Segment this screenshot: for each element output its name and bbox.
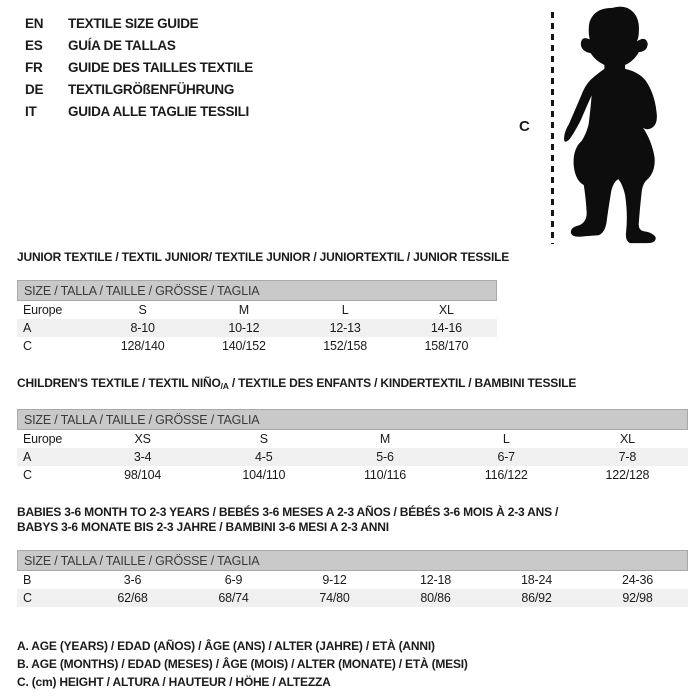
section-title-babies-line1: BABIES 3-6 MONTH TO 2-3 YEARS / BEBÉS 3-6 MESES A 2-3 AÑOS / BÉBÉS 3-6 MOIS À 2-3 ANS /: [17, 505, 559, 519]
section-title-children: [17, 376, 688, 394]
section-babies: [17, 505, 688, 607]
title-text: CHILDREN'S TEXTILE / TEXTIL NIÑO: [17, 376, 221, 390]
table-cell: 116/122: [484, 468, 528, 482]
section-title-junior: JUNIOR TEXTILE / TEXTIL JUNIOR/ TEXTILE JUNIOR / JUNIORTEXTIL / JUNIOR TESSILE: [17, 250, 510, 264]
table-row-height: [17, 466, 688, 484]
size-table-children: [17, 409, 688, 484]
language-code: FR: [25, 60, 43, 75]
footnote-b: B. AGE (MONTHS) / EDAD (MESES) / ÂGE (MOIS) / ALTER (MONATE) / ETÀ (MESI): [17, 657, 468, 671]
language-label: GUIDA ALLE TAGLIE TESSILI: [68, 104, 249, 119]
table-cell: 24-36: [622, 573, 653, 587]
table-cell: 7-8: [618, 450, 637, 464]
row-label: A: [23, 321, 32, 335]
table-row-height: [17, 337, 497, 355]
title-text: / TEXTILE DES ENFANTS / KINDERTEXTIL / BAMBINI TESSILE: [228, 376, 577, 390]
table-cell: 68/74: [218, 591, 249, 605]
table-cell: 18-24: [521, 573, 552, 587]
language-code: DE: [25, 82, 44, 97]
table-cell: XL: [619, 432, 635, 446]
section-junior: [17, 250, 688, 355]
table-cell: 4-5: [255, 450, 273, 464]
table-cell: 12-18: [420, 573, 451, 587]
table-cell: 110/116: [364, 468, 406, 482]
footnotes: [17, 637, 688, 691]
language-label: TEXTILGRÖßENFÜHRUNG: [68, 82, 235, 97]
table-cell: XS: [134, 432, 151, 446]
table-cell: 6-9: [224, 573, 243, 587]
row-label: C: [23, 339, 32, 353]
language-code: ES: [25, 38, 43, 53]
row-label: A: [23, 450, 32, 464]
size-header-bar: SIZE / TALLA / TAILLE / GRÖSSE / TAGLIA: [17, 550, 688, 571]
table-cell: 3-4: [133, 450, 152, 464]
row-label: C: [23, 468, 32, 482]
table-cell: 3-6: [123, 573, 142, 587]
language-label: GUIDE DES TAILLES TEXTILE: [68, 60, 254, 75]
table-cell: 140/152: [221, 339, 266, 353]
footnote-a: A. AGE (YEARS) / EDAD (AÑOS) / ÂGE (ANS) / ALTER (JAHRE) / ETÀ (ANNI): [17, 639, 435, 653]
section-children: [17, 376, 688, 484]
title-subscript: /A: [220, 381, 229, 391]
size-table-junior: [17, 280, 497, 355]
table-cell: 92/98: [622, 591, 653, 605]
table-cell: 74/80: [319, 591, 350, 605]
table-cell: 152/158: [323, 339, 368, 353]
table-cell: 104/110: [242, 468, 286, 482]
table-cell: L: [502, 432, 510, 446]
row-label: Europe: [23, 303, 63, 317]
table-row-europe: [17, 301, 497, 319]
table-cell: 5-6: [376, 450, 394, 464]
height-measure-label: C: [519, 118, 530, 135]
table-cell: 98/104: [124, 468, 162, 482]
table-cell: M: [379, 432, 391, 446]
dashed-measure-line: [551, 12, 554, 244]
table-cell: S: [259, 432, 268, 446]
language-label: TEXTILE SIZE GUIDE: [68, 16, 199, 31]
table-row-age: [17, 319, 497, 337]
size-header-bar: SIZE / TALLA / TAILLE / GRÖSSE / TAGLIA: [17, 409, 688, 430]
table-cell: 80/86: [420, 591, 451, 605]
size-guide-content: [17, 250, 688, 691]
language-code: EN: [25, 16, 44, 31]
table-cell: XL: [438, 303, 454, 317]
table-cell: 8-10: [130, 321, 155, 335]
table-cell: 158/170: [424, 339, 469, 353]
table-cell: 12-13: [329, 321, 361, 335]
section-title-babies-line2: BABYS 3-6 MONATE BIS 2-3 JAHRE / BAMBINI 3-6 MESI A 2-3 ANNI: [17, 520, 389, 534]
table-cell: 86/92: [521, 591, 552, 605]
language-label: GUÍA DE TALLAS: [68, 38, 176, 53]
table-cell: 62/68: [117, 591, 148, 605]
language-code: IT: [25, 104, 37, 119]
table-cell: 122/128: [605, 468, 650, 482]
table-cell: M: [238, 303, 249, 317]
measurement-figure: [0, 0, 700, 250]
table-cell: L: [341, 303, 349, 317]
size-table-babies: [17, 550, 688, 607]
table-row-age: [17, 448, 688, 466]
table-cell: 6-7: [497, 450, 515, 464]
table-cell: 10-12: [228, 321, 260, 335]
table-cell: S: [138, 303, 147, 317]
size-header-bar: SIZE / TALLA / TAILLE / GRÖSSE / TAGLIA: [17, 280, 497, 301]
row-label: C: [23, 591, 32, 605]
row-label: B: [23, 573, 32, 587]
row-label: Europe: [23, 432, 63, 446]
table-row-months: [17, 571, 688, 589]
toddler-silhouette-icon: [562, 2, 697, 248]
table-row-europe: [17, 430, 688, 448]
table-cell: 14-16: [430, 321, 462, 335]
table-cell: 128/140: [120, 339, 165, 353]
table-cell: 9-12: [322, 573, 347, 587]
table-row-height: [17, 589, 688, 607]
footnote-c: C. (cm) HEIGHT / ALTURA / HAUTEUR / HÖHE / ALTEZZA: [17, 675, 331, 689]
